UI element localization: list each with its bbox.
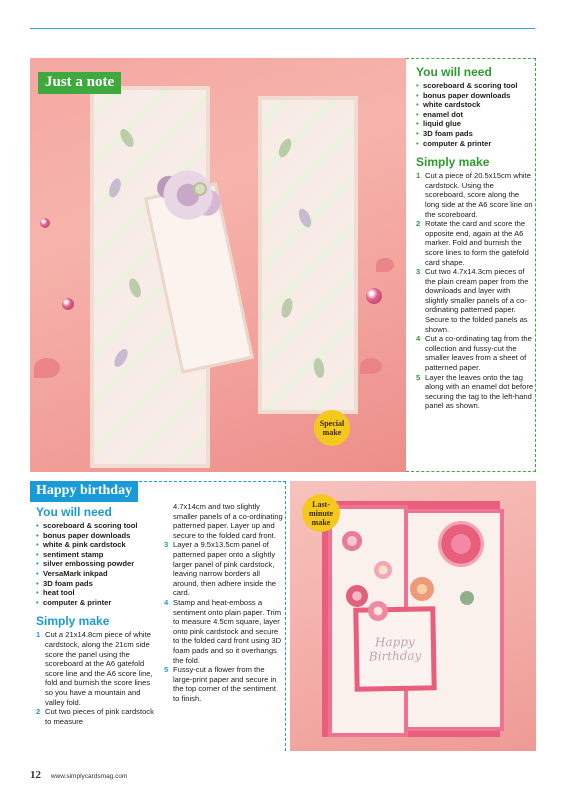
list-item: • computer & printer (416, 139, 535, 149)
website-url: www.simplycardsmag.com (50, 773, 128, 780)
card-right-panel (258, 96, 358, 414)
step-number: 2 (36, 707, 41, 717)
step-text: Cut a co-ordinating tag from the collection and fussy-cut the smaller leaves from a sheet of patterned paper. (425, 334, 532, 373)
section-label-happy-birthday: Happy birthday (30, 481, 138, 502)
steps-list (164, 502, 284, 703)
list-item: • bonus paper downloads (416, 91, 535, 101)
last-minute-make-badge: Last-minute make (302, 494, 340, 532)
steps-list (416, 171, 535, 411)
flower-decoration (410, 577, 434, 601)
list-item: • 3D foam pads (416, 129, 535, 139)
flower-decoration (374, 561, 392, 579)
petal-decoration (34, 358, 60, 378)
step-number: 1 (416, 171, 421, 181)
list-item: • 3D foam pads (36, 579, 158, 589)
sentiment-line-2: Birthday (368, 648, 422, 664)
you-will-need-heading: You will need (416, 65, 492, 79)
tag-leaf-cluster (140, 158, 236, 232)
step-item (164, 540, 284, 598)
step-text: 4.7x14cm and two slightly smaller panels of a co-ordinating patterned paper. Layer up and secure to the folded card front. (173, 502, 283, 540)
list-item: • white cardstock (416, 100, 535, 110)
list-item: • computer & printer (36, 598, 158, 608)
section-label-just-a-note: Just a note (38, 72, 121, 94)
step-text: Layer the leaves onto the tag along with an enamel dot before securing the tag to the left-hand panel as shown. (425, 372, 534, 411)
step-number: 5 (164, 665, 169, 675)
list-item: • enamel dot (416, 110, 535, 120)
you-will-need-heading: You will need (36, 505, 112, 519)
pearl-bead (62, 298, 74, 310)
instructions-column-1 (36, 506, 158, 726)
step-item (36, 707, 158, 726)
step-text: Layer a 9.5x13.5cm panel of patterned paper onto a slightly larger panel of pink cardstock, leaving narrow borders all around, then adhere inside the card. (173, 540, 277, 598)
flower-decoration (438, 521, 484, 567)
step-number: 2 (416, 219, 421, 229)
gatefold-card-photo (30, 58, 406, 472)
petal-decoration (376, 258, 394, 272)
step-text: Cut a piece of 20.5x15cm white cardstock. Using the scoreboard, score along the long side at the A6 score line on the scoreboard. (425, 171, 533, 219)
step-item (416, 267, 535, 334)
materials-list (416, 81, 535, 148)
instructions-column-2 (164, 500, 284, 703)
step-item (36, 630, 158, 707)
step-number: 5 (416, 372, 421, 382)
materials-list (36, 521, 158, 607)
list-item: • VersaMark inkpad (36, 569, 158, 579)
step-item (416, 373, 535, 411)
step-text: Stamp and heat-emboss a sentiment onto plain paper. Trim to measure 4.5cm square, layer onto pink cardstock and secure to the folded card front using 3D foam pads and so it overhangs the fold. (173, 597, 282, 665)
pearl-bead (40, 218, 50, 228)
list-item: • white & pink cardstock (36, 540, 158, 550)
step-number: 1 (36, 630, 41, 640)
simply-make-heading: Simply make (416, 155, 490, 170)
step-text: Cut a 21x14.8cm piece of white cardstock, along the 21cm side score the panel using the scoreboard at the A6 gatefold score line and the A6 score line, fold and burnish the score lines so you have a mountain and valley fold. (45, 630, 153, 707)
petal-decoration (360, 358, 382, 374)
sentiment-panel (353, 606, 436, 691)
step-item (416, 171, 535, 219)
special-make-badge: Special make (314, 410, 350, 446)
instructions-sidebar (406, 58, 536, 472)
page-number: 12 (30, 769, 41, 781)
list-item: • sentiment stamp (36, 550, 158, 560)
top-rule (30, 28, 535, 29)
step-number: 4 (416, 334, 421, 344)
enamel-dot (193, 182, 207, 196)
step-number: 3 (416, 267, 421, 277)
step-continuation (164, 502, 284, 540)
simply-make-heading: Simply make (36, 614, 110, 629)
step-item (416, 334, 535, 372)
list-item: • bonus paper downloads (36, 531, 158, 541)
step-item (164, 665, 284, 703)
steps-list (36, 630, 158, 726)
step-text: Rotate the card and score the opposite end, again at the A6 marker. Fold and burnish the score lines to form the gatefold card shape. (425, 219, 529, 267)
flower-decoration (346, 585, 368, 607)
sentiment-inner (358, 611, 431, 686)
step-number: 4 (164, 597, 169, 607)
list-item: • liquid glue (416, 119, 535, 129)
list-item: • heat tool (36, 588, 158, 598)
sentiment-line-1: Happy (374, 634, 415, 650)
flower-decoration (368, 601, 388, 621)
step-text: Fussy-cut a flower from the large-print paper and secure in the top corner of the sentiment to finish. (173, 665, 277, 703)
leaf-decoration (460, 591, 474, 605)
step-text: Cut two pieces of pink cardstock to measure (45, 707, 154, 726)
step-item (164, 598, 284, 665)
step-number: 3 (164, 540, 169, 550)
page-footer (30, 769, 127, 781)
step-text: Cut two 4.7x14.3cm pieces of the plain cream paper from the downloads and layer with slightly smaller panels of a co-ordinating patterned paper. Secure to the folded panels as shown. (425, 267, 529, 334)
list-item: • scoreboard & scoring tool (416, 81, 535, 91)
flower-decoration (342, 531, 362, 551)
list-item: • silver embossing powder (36, 559, 158, 569)
pearl-bead (366, 288, 382, 304)
list-item: • scoreboard & scoring tool (36, 521, 158, 531)
step-item (416, 219, 535, 267)
